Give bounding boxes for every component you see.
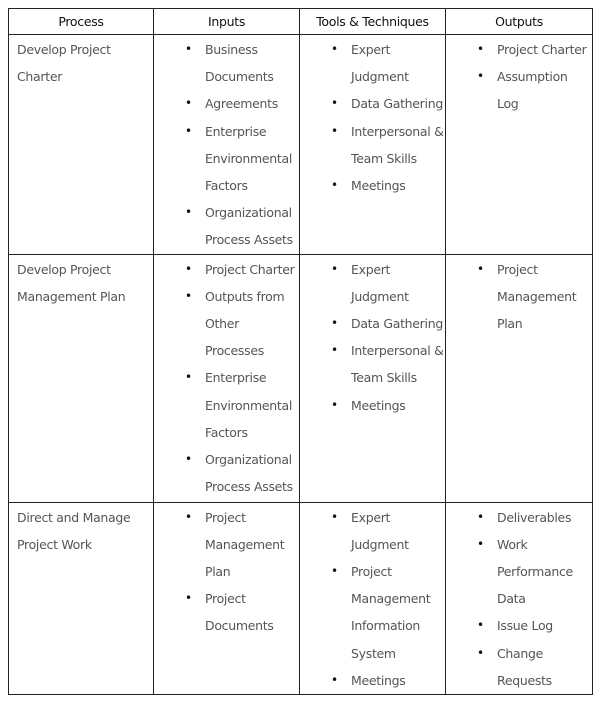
list-item-text: Project Management Plan <box>497 261 577 332</box>
list-item <box>446 612 592 639</box>
outputs-cell <box>446 254 593 502</box>
list-item <box>154 283 299 365</box>
list-item-text: Data Gathering <box>351 316 443 332</box>
table-row <box>9 35 593 255</box>
list-item <box>154 118 299 200</box>
list-item-text: Deliverables <box>497 509 572 525</box>
bullet-icon: • <box>331 509 338 524</box>
process-cell: Direct and Manage Project Work <box>9 502 154 694</box>
list-item <box>300 172 445 199</box>
list-item-text: Meetings <box>351 672 406 688</box>
inputs-cell <box>154 254 300 502</box>
bullet-icon: • <box>331 123 338 138</box>
bullet-icon: • <box>185 509 192 524</box>
table-row <box>9 254 593 502</box>
tools-cell <box>300 254 446 502</box>
list-item <box>446 63 592 117</box>
list-item <box>300 337 445 391</box>
header-tools: Tools & Techniques <box>300 9 446 35</box>
list-item-text: Organizational Process Assets <box>205 452 293 495</box>
outputs-list <box>446 255 592 338</box>
bullet-icon: • <box>477 536 484 551</box>
bullet-icon: • <box>331 672 338 687</box>
list-item <box>446 36 592 63</box>
list-item-text: Work Performance Data <box>497 536 573 607</box>
inputs-cell <box>154 502 300 694</box>
list-item-text: Meetings <box>351 178 406 194</box>
list-item <box>154 585 299 639</box>
bullet-icon: • <box>185 123 192 138</box>
list-item <box>300 90 445 117</box>
list-item-text: Project Documents <box>205 591 274 634</box>
list-item <box>446 531 592 613</box>
list-item-text: Organizational Process Assets <box>205 205 293 248</box>
tools-list <box>300 503 445 694</box>
header-process: Process <box>9 9 154 35</box>
inputs-list <box>154 255 299 501</box>
list-item <box>300 36 445 90</box>
list-item <box>446 640 592 694</box>
header-inputs: Inputs <box>154 9 300 35</box>
list-item-text: Enterprise Environmental Factors <box>205 123 293 194</box>
list-item <box>300 118 445 172</box>
list-item <box>154 504 299 586</box>
list-item <box>300 256 445 310</box>
list-item-text: Assumption Log <box>497 69 568 112</box>
list-item <box>154 364 299 446</box>
process-cell: Develop Project Charter <box>9 35 154 255</box>
inputs-cell <box>154 35 300 255</box>
list-item-text: Data Gathering <box>351 96 443 112</box>
process-table <box>8 8 593 695</box>
list-item <box>300 310 445 337</box>
list-item-text: Project Charter <box>205 261 295 277</box>
bullet-icon: • <box>185 261 192 276</box>
header-row <box>9 9 593 35</box>
tools-list <box>300 255 445 419</box>
outputs-cell <box>446 35 593 255</box>
list-item-text: Expert Judgment <box>351 509 409 552</box>
bullet-icon: • <box>477 261 484 276</box>
outputs-list <box>446 35 592 118</box>
list-item-text: Business Documents <box>205 42 274 85</box>
inputs-list <box>154 35 299 254</box>
list-item-text: Expert Judgment <box>351 42 409 85</box>
list-item-text: Agreements <box>205 96 278 112</box>
header-outputs: Outputs <box>446 9 593 35</box>
list-item <box>154 199 299 253</box>
list-item <box>300 392 445 419</box>
list-item-text: Project Charter <box>497 42 587 57</box>
bullet-icon: • <box>331 42 338 56</box>
bullet-icon: • <box>477 509 484 524</box>
list-item <box>446 504 592 531</box>
list-item-text: Outputs from Other Processes <box>205 288 285 359</box>
list-item <box>300 558 445 667</box>
list-item <box>154 256 299 283</box>
list-item <box>154 90 299 117</box>
list-item <box>446 256 592 338</box>
list-item-text: Project Management Information System <box>351 564 431 661</box>
bullet-icon: • <box>185 452 192 467</box>
list-item-text: Expert Judgment <box>351 261 409 304</box>
list-item-text: Project Management Plan <box>205 509 285 580</box>
list-item-text: Interpersonal & Team Skills <box>351 343 444 386</box>
tools-cell <box>300 35 446 255</box>
bullet-icon: • <box>477 618 484 633</box>
bullet-icon: • <box>477 645 484 660</box>
bullet-icon: • <box>331 316 338 331</box>
bullet-icon: • <box>185 591 192 606</box>
list-item-text: Meetings <box>351 397 406 413</box>
tools-cell <box>300 502 446 694</box>
bullet-icon: • <box>331 178 338 193</box>
bullet-icon: • <box>331 397 338 412</box>
inputs-list <box>154 503 299 640</box>
list-item-text: Enterprise Environmental Factors <box>205 370 293 440</box>
bullet-icon: • <box>331 343 338 358</box>
outputs-cell <box>446 502 593 694</box>
tools-list <box>300 35 445 199</box>
bullet-icon: • <box>331 261 338 276</box>
list-item <box>300 667 445 694</box>
bullet-icon: • <box>185 205 192 220</box>
bullet-icon: • <box>185 42 192 56</box>
bullet-icon: • <box>185 96 192 111</box>
outputs-list <box>446 503 592 694</box>
process-cell: Develop Project Management Plan <box>9 254 154 502</box>
list-item <box>154 446 299 500</box>
bullet-icon: • <box>477 42 484 56</box>
bullet-icon: • <box>331 96 338 111</box>
bullet-icon: • <box>477 69 484 84</box>
list-item <box>154 36 299 90</box>
list-item-text: Interpersonal & Team Skills <box>351 123 444 166</box>
list-item-text: Issue Log <box>497 618 553 634</box>
list-item-text: Change Requests <box>497 645 552 688</box>
table-row <box>9 502 593 694</box>
bullet-icon: • <box>185 288 192 303</box>
bullet-icon: • <box>331 564 338 579</box>
list-item <box>300 504 445 558</box>
bullet-icon: • <box>185 370 192 385</box>
